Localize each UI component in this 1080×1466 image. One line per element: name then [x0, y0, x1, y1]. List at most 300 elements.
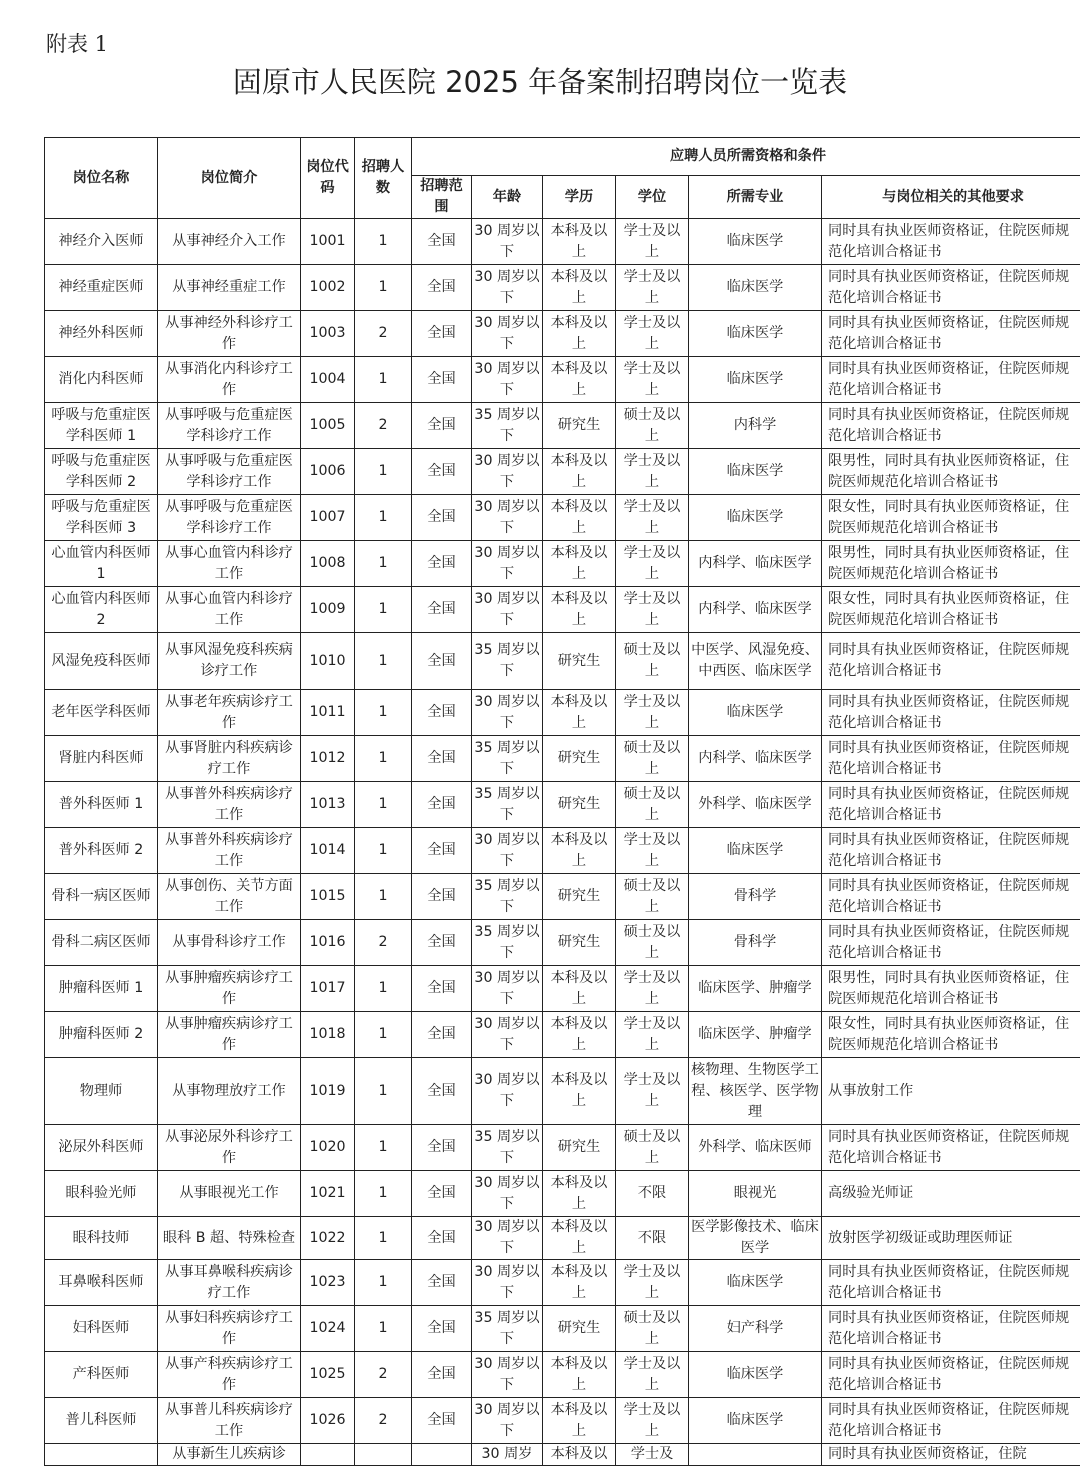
cell-intro: 从事心血管内科诊疗工作 — [158, 587, 301, 633]
cell-intro: 从事神经外科诊疗工作 — [158, 311, 301, 357]
cell-code: 1014 — [301, 828, 355, 874]
table-row — [45, 966, 1080, 1012]
cell-education: 本科及以上 — [543, 219, 616, 265]
cell-age: 30 周岁 — [472, 1444, 543, 1466]
cell-age: 35 周岁以下 — [472, 403, 543, 449]
cell-code: 1021 — [301, 1171, 355, 1217]
cell-intro: 从事老年疾病诊疗工作 — [158, 690, 301, 736]
cell-intro: 从事普外科疾病诊疗工作 — [158, 828, 301, 874]
cell-code: 1006 — [301, 449, 355, 495]
cell-education: 本科及以上 — [543, 587, 616, 633]
cell-name: 眼科技师 — [45, 1217, 158, 1260]
cell-scope: 全国 — [412, 1217, 472, 1260]
cell-education: 研究生 — [543, 1125, 616, 1171]
cell-degree: 学士及以上 — [616, 541, 689, 587]
cell-age: 30 周岁以下 — [472, 1012, 543, 1058]
cell-age: 30 周岁以下 — [472, 1217, 543, 1260]
table-row — [45, 403, 1080, 449]
cell-education: 本科及以上 — [543, 1398, 616, 1444]
cell-intro: 从事肾脏内科疾病诊疗工作 — [158, 736, 301, 782]
cell-count: 2 — [355, 1398, 412, 1444]
table-row — [45, 874, 1080, 920]
cell-scope: 全国 — [412, 1260, 472, 1306]
table-row — [45, 633, 1080, 690]
appendix-label: 附表 1 — [46, 28, 108, 58]
cell-major: 临床医学 — [689, 1260, 822, 1306]
table-row — [45, 920, 1080, 966]
header-other: 与岗位相关的其他要求 — [822, 176, 1080, 219]
cell-count: 1 — [355, 1058, 412, 1125]
cell-major: 临床医学 — [689, 1352, 822, 1398]
cell-code: 1009 — [301, 587, 355, 633]
cell-count: 1 — [355, 1217, 412, 1260]
cell-intro: 从事消化内科诊疗工作 — [158, 357, 301, 403]
cell-degree: 学士及以上 — [616, 449, 689, 495]
cell-scope: 全国 — [412, 1171, 472, 1217]
cell-scope: 全国 — [412, 541, 472, 587]
cell-name: 物理师 — [45, 1058, 158, 1125]
cell-major: 临床医学 — [689, 828, 822, 874]
cell-education: 本科及以上 — [543, 1058, 616, 1125]
cell-scope: 全国 — [412, 1398, 472, 1444]
cell-count: 1 — [355, 265, 412, 311]
cell-scope: 全国 — [412, 782, 472, 828]
cell-intro: 从事呼吸与危重症医学科诊疗工作 — [158, 495, 301, 541]
table-row — [45, 449, 1080, 495]
cell-other: 同时具有执业医师资格证，住院医师规范化培训合格证书 — [822, 1306, 1080, 1352]
header-name: 岗位名称 — [45, 138, 158, 219]
cell-scope: 全国 — [412, 449, 472, 495]
cell-name: 骨科二病区医师 — [45, 920, 158, 966]
cell-intro: 从事呼吸与危重症医学科诊疗工作 — [158, 449, 301, 495]
table-row — [45, 736, 1080, 782]
cell-degree: 学士及以上 — [616, 1260, 689, 1306]
cell-education: 本科及以上 — [543, 449, 616, 495]
cell-scope: 全国 — [412, 219, 472, 265]
table-row — [45, 1217, 1080, 1260]
cell-code: 1022 — [301, 1217, 355, 1260]
cell-degree: 硕士及以上 — [616, 403, 689, 449]
table-row — [45, 495, 1080, 541]
cell-degree: 不限 — [616, 1171, 689, 1217]
cell-scope: 全国 — [412, 1058, 472, 1125]
cell-count: 1 — [355, 782, 412, 828]
cell-code: 1013 — [301, 782, 355, 828]
cell-name: 耳鼻喉科医师 — [45, 1260, 158, 1306]
cell-scope: 全国 — [412, 920, 472, 966]
cell-major: 内科学 — [689, 403, 822, 449]
cell-other: 同时具有执业医师资格证，住院医师规范化培训合格证书 — [822, 1260, 1080, 1306]
cell-intro: 从事神经介入工作 — [158, 219, 301, 265]
cell-name: 神经重症医师 — [45, 265, 158, 311]
cell-degree: 硕士及以上 — [616, 633, 689, 690]
page-title: 固原市人民医院 2025 年备案制招聘岗位一览表 — [0, 60, 1080, 101]
header-education: 学历 — [543, 176, 616, 219]
cell-degree: 学士及以上 — [616, 828, 689, 874]
cell-major: 外科学、临床医学 — [689, 782, 822, 828]
header-age: 年龄 — [472, 176, 543, 219]
cell-age: 30 周岁以下 — [472, 357, 543, 403]
cell-count: 1 — [355, 1260, 412, 1306]
cell-major: 骨科学 — [689, 874, 822, 920]
cell-intro: 从事妇科疾病诊疗工作 — [158, 1306, 301, 1352]
cell-degree: 学士及以上 — [616, 1058, 689, 1125]
cell-count: 2 — [355, 920, 412, 966]
cell-intro: 从事普外科疾病诊疗工作 — [158, 782, 301, 828]
table-row — [45, 357, 1080, 403]
cell-scope: 全国 — [412, 311, 472, 357]
table-row — [45, 311, 1080, 357]
cell-name: 神经介入医师 — [45, 219, 158, 265]
recruitment-table — [44, 137, 1080, 1466]
table-row — [45, 1012, 1080, 1058]
cell-name: 心血管内科医师 1 — [45, 541, 158, 587]
table-row — [45, 587, 1080, 633]
cell-name: 呼吸与危重症医学科医师 1 — [45, 403, 158, 449]
cell-age: 30 周岁以下 — [472, 1398, 543, 1444]
cell-major: 内科学、临床医学 — [689, 736, 822, 782]
cell-education: 研究生 — [543, 1306, 616, 1352]
cell-other: 同时具有执业医师资格证，住院医师规范化培训合格证书 — [822, 782, 1080, 828]
cell-code: 1017 — [301, 966, 355, 1012]
cell-education: 本科及以上 — [543, 966, 616, 1012]
cell-degree: 学士及以上 — [616, 1398, 689, 1444]
cell-other: 同时具有执业医师资格证，住院医师规范化培训合格证书 — [822, 403, 1080, 449]
table-row — [45, 1125, 1080, 1171]
cell-count: 2 — [355, 1352, 412, 1398]
cell-major: 临床医学 — [689, 357, 822, 403]
cell-count: 1 — [355, 1012, 412, 1058]
cell-intro: 从事创伤、关节方面工作 — [158, 874, 301, 920]
cell-scope: 全国 — [412, 495, 472, 541]
cell-name: 消化内科医师 — [45, 357, 158, 403]
cell-other: 限女性，同时具有执业医师资格证，住院医师规范化培训合格证书 — [822, 1012, 1080, 1058]
cell-count: 1 — [355, 633, 412, 690]
cell-code: 1025 — [301, 1352, 355, 1398]
cell-code: 1004 — [301, 357, 355, 403]
table-row — [45, 1398, 1080, 1444]
cell-intro: 从事眼视光工作 — [158, 1171, 301, 1217]
cell-intro: 从事肿瘤疾病诊疗工作 — [158, 966, 301, 1012]
cell-degree: 学士及以上 — [616, 357, 689, 403]
cell-intro: 从事呼吸与危重症医学科诊疗工作 — [158, 403, 301, 449]
cell-other: 放射医学初级证或助理医师证 — [822, 1217, 1080, 1260]
cell-count — [355, 1444, 412, 1466]
cell-education: 研究生 — [543, 633, 616, 690]
cell-code: 1026 — [301, 1398, 355, 1444]
cell-scope: 全国 — [412, 265, 472, 311]
table-row — [45, 1171, 1080, 1217]
cell-other: 同时具有执业医师资格证，住院医师规范化培训合格证书 — [822, 1125, 1080, 1171]
cell-age: 30 周岁以下 — [472, 966, 543, 1012]
cell-age: 35 周岁以下 — [472, 782, 543, 828]
cell-major: 临床医学 — [689, 690, 822, 736]
cell-count: 1 — [355, 1306, 412, 1352]
cell-degree: 学士及以上 — [616, 690, 689, 736]
cell-major — [689, 1444, 822, 1466]
cell-education: 本科及以 — [543, 1444, 616, 1466]
cell-education: 研究生 — [543, 782, 616, 828]
recruitment-table-wrapper — [44, 137, 1080, 1466]
cell-degree: 学士及以上 — [616, 587, 689, 633]
cell-education: 本科及以上 — [543, 1171, 616, 1217]
cell-count: 1 — [355, 828, 412, 874]
cell-degree: 学士及以上 — [616, 311, 689, 357]
cell-major: 外科学、临床医师 — [689, 1125, 822, 1171]
cell-education: 本科及以上 — [543, 1352, 616, 1398]
cell-major: 中医学、风湿免疫、中西医、临床医学 — [689, 633, 822, 690]
cell-code: 1003 — [301, 311, 355, 357]
cell-name: 骨科一病区医师 — [45, 874, 158, 920]
cell-name: 产科医师 — [45, 1352, 158, 1398]
cell-age: 30 周岁以下 — [472, 495, 543, 541]
cell-name: 眼科验光师 — [45, 1171, 158, 1217]
cell-other: 同时具有执业医师资格证，住院医师规范化培训合格证书 — [822, 1398, 1080, 1444]
cell-code: 1007 — [301, 495, 355, 541]
header-scope: 招聘范围 — [412, 176, 472, 219]
cell-education: 本科及以上 — [543, 828, 616, 874]
cell-other: 限男性，同时具有执业医师资格证，住院医师规范化培训合格证书 — [822, 541, 1080, 587]
cell-age: 30 周岁以下 — [472, 1058, 543, 1125]
cell-name: 普儿科医师 — [45, 1398, 158, 1444]
cell-education: 研究生 — [543, 920, 616, 966]
cell-intro: 从事风湿免疫科疾病诊疗工作 — [158, 633, 301, 690]
cell-code: 1008 — [301, 541, 355, 587]
cell-age: 35 周岁以下 — [472, 874, 543, 920]
cell-age: 35 周岁以下 — [472, 920, 543, 966]
cell-name: 泌尿外科医师 — [45, 1125, 158, 1171]
cell-major: 临床医学 — [689, 265, 822, 311]
table-row — [45, 1444, 1080, 1466]
cell-intro: 从事泌尿外科诊疗工作 — [158, 1125, 301, 1171]
cell-intro: 从事产科疾病诊疗工作 — [158, 1352, 301, 1398]
cell-other: 同时具有执业医师资格证，住院医师规范化培训合格证书 — [822, 633, 1080, 690]
cell-code: 1011 — [301, 690, 355, 736]
cell-intro: 眼科 B 超、特殊检查 — [158, 1217, 301, 1260]
cell-name: 呼吸与危重症医学科医师 2 — [45, 449, 158, 495]
cell-major: 临床医学 — [689, 495, 822, 541]
cell-scope: 全国 — [412, 587, 472, 633]
cell-other: 同时具有执业医师资格证，住院医师规范化培训合格证书 — [822, 1352, 1080, 1398]
cell-degree: 硕士及以上 — [616, 782, 689, 828]
cell-name: 风湿免疫科医师 — [45, 633, 158, 690]
cell-other: 同时具有执业医师资格证，住院医师规范化培训合格证书 — [822, 265, 1080, 311]
cell-code: 1002 — [301, 265, 355, 311]
cell-code: 1012 — [301, 736, 355, 782]
cell-education: 本科及以上 — [543, 495, 616, 541]
cell-age: 30 周岁以下 — [472, 541, 543, 587]
cell-code: 1005 — [301, 403, 355, 449]
cell-degree: 硕士及以上 — [616, 1306, 689, 1352]
cell-age: 30 周岁以下 — [472, 828, 543, 874]
cell-intro: 从事心血管内科诊疗工作 — [158, 541, 301, 587]
table-row — [45, 1260, 1080, 1306]
cell-other: 限女性，同时具有执业医师资格证，住院医师规范化培训合格证书 — [822, 587, 1080, 633]
cell-count: 1 — [355, 541, 412, 587]
cell-count: 2 — [355, 403, 412, 449]
cell-other: 从事放射工作 — [822, 1058, 1080, 1125]
cell-intro: 从事耳鼻喉科疾病诊疗工作 — [158, 1260, 301, 1306]
cell-scope: 全国 — [412, 828, 472, 874]
cell-age: 30 周岁以下 — [472, 311, 543, 357]
cell-name: 神经外科医师 — [45, 311, 158, 357]
cell-major: 临床医学、肿瘤学 — [689, 1012, 822, 1058]
table-row — [45, 782, 1080, 828]
cell-code: 1019 — [301, 1058, 355, 1125]
cell-name: 呼吸与危重症医学科医师 3 — [45, 495, 158, 541]
cell-education: 本科及以上 — [543, 1012, 616, 1058]
header-count: 招聘人数 — [355, 138, 412, 219]
cell-count: 1 — [355, 587, 412, 633]
cell-scope: 全国 — [412, 966, 472, 1012]
cell-count: 1 — [355, 495, 412, 541]
cell-count: 1 — [355, 219, 412, 265]
cell-age: 30 周岁以下 — [472, 449, 543, 495]
cell-count: 1 — [355, 874, 412, 920]
cell-code: 1015 — [301, 874, 355, 920]
cell-major: 骨科学 — [689, 920, 822, 966]
cell-degree: 学士及以上 — [616, 219, 689, 265]
table-row — [45, 690, 1080, 736]
cell-degree: 硕士及以上 — [616, 736, 689, 782]
cell-age: 35 周岁以下 — [472, 1306, 543, 1352]
cell-intro: 从事新生儿疾病诊 — [158, 1444, 301, 1466]
cell-education: 本科及以上 — [543, 541, 616, 587]
cell-major: 眼视光 — [689, 1171, 822, 1217]
cell-education: 研究生 — [543, 736, 616, 782]
cell-major: 临床医学 — [689, 1398, 822, 1444]
cell-scope: 全国 — [412, 1352, 472, 1398]
cell-major: 临床医学 — [689, 219, 822, 265]
cell-code: 1010 — [301, 633, 355, 690]
cell-degree: 硕士及以上 — [616, 1125, 689, 1171]
cell-intro: 从事物理放疗工作 — [158, 1058, 301, 1125]
cell-name: 肿瘤科医师 1 — [45, 966, 158, 1012]
cell-age: 30 周岁以下 — [472, 1260, 543, 1306]
cell-degree: 学士及以上 — [616, 1352, 689, 1398]
cell-major: 核物理、生物医学工程、核医学、医学物理 — [689, 1058, 822, 1125]
cell-count: 2 — [355, 311, 412, 357]
cell-count: 1 — [355, 736, 412, 782]
cell-count: 1 — [355, 1125, 412, 1171]
cell-name — [45, 1444, 158, 1466]
header-code: 岗位代码 — [301, 138, 355, 219]
cell-age: 35 周岁以下 — [472, 1125, 543, 1171]
cell-education: 研究生 — [543, 874, 616, 920]
cell-degree: 学士及以上 — [616, 495, 689, 541]
cell-code: 1018 — [301, 1012, 355, 1058]
table-row — [45, 1306, 1080, 1352]
cell-scope: 全国 — [412, 1012, 472, 1058]
cell-code: 1016 — [301, 920, 355, 966]
cell-degree: 硕士及以上 — [616, 874, 689, 920]
cell-age: 30 周岁以下 — [472, 1171, 543, 1217]
table-row — [45, 1352, 1080, 1398]
cell-major: 临床医学、肿瘤学 — [689, 966, 822, 1012]
cell-count: 1 — [355, 966, 412, 1012]
table-row — [45, 219, 1080, 265]
cell-degree: 不限 — [616, 1217, 689, 1260]
cell-scope: 全国 — [412, 874, 472, 920]
cell-code: 1001 — [301, 219, 355, 265]
cell-scope: 全国 — [412, 403, 472, 449]
cell-name: 普外科医师 2 — [45, 828, 158, 874]
cell-scope: 全国 — [412, 736, 472, 782]
cell-major: 临床医学 — [689, 311, 822, 357]
header-major: 所需专业 — [689, 176, 822, 219]
cell-age: 30 周岁以下 — [472, 219, 543, 265]
cell-scope: 全国 — [412, 357, 472, 403]
cell-other: 同时具有执业医师资格证，住院医师规范化培训合格证书 — [822, 690, 1080, 736]
header-intro: 岗位简介 — [158, 138, 301, 219]
cell-other: 同时具有执业医师资格证，住院医师规范化培训合格证书 — [822, 219, 1080, 265]
cell-age: 30 周岁以下 — [472, 587, 543, 633]
cell-other: 同时具有执业医师资格证，住院医师规范化培训合格证书 — [822, 311, 1080, 357]
header-degree: 学位 — [616, 176, 689, 219]
cell-education: 本科及以上 — [543, 265, 616, 311]
cell-major: 临床医学 — [689, 449, 822, 495]
cell-other: 限女性，同时具有执业医师资格证，住院医师规范化培训合格证书 — [822, 495, 1080, 541]
cell-intro: 从事肿瘤疾病诊疗工作 — [158, 1012, 301, 1058]
cell-name: 心血管内科医师 2 — [45, 587, 158, 633]
cell-other: 高级验光师证 — [822, 1171, 1080, 1217]
cell-name: 老年医学科医师 — [45, 690, 158, 736]
cell-education: 本科及以上 — [543, 357, 616, 403]
cell-scope: 全国 — [412, 1125, 472, 1171]
cell-age: 35 周岁以下 — [472, 736, 543, 782]
cell-other: 同时具有执业医师资格证，住院医师规范化培训合格证书 — [822, 874, 1080, 920]
cell-count: 1 — [355, 690, 412, 736]
table-row — [45, 541, 1080, 587]
cell-degree: 学士及 — [616, 1444, 689, 1466]
cell-other: 同时具有执业医师资格证，住院 — [822, 1444, 1080, 1466]
cell-degree: 学士及以上 — [616, 265, 689, 311]
cell-other: 限男性，同时具有执业医师资格证，住院医师规范化培训合格证书 — [822, 966, 1080, 1012]
cell-age: 35 周岁以下 — [472, 633, 543, 690]
cell-scope: 全国 — [412, 1306, 472, 1352]
cell-intro: 从事骨科诊疗工作 — [158, 920, 301, 966]
cell-age: 30 周岁以下 — [472, 265, 543, 311]
cell-name: 肾脏内科医师 — [45, 736, 158, 782]
cell-code: 1023 — [301, 1260, 355, 1306]
cell-major: 内科学、临床医学 — [689, 587, 822, 633]
table-row — [45, 265, 1080, 311]
cell-other: 同时具有执业医师资格证，住院医师规范化培训合格证书 — [822, 736, 1080, 782]
cell-age: 30 周岁以下 — [472, 690, 543, 736]
cell-count: 1 — [355, 1171, 412, 1217]
cell-count: 1 — [355, 357, 412, 403]
cell-education: 本科及以上 — [543, 1260, 616, 1306]
cell-degree: 学士及以上 — [616, 1012, 689, 1058]
cell-education: 本科及以上 — [543, 311, 616, 357]
cell-major: 内科学、临床医学 — [689, 541, 822, 587]
cell-count: 1 — [355, 449, 412, 495]
cell-other: 限男性，同时具有执业医师资格证，住院医师规范化培训合格证书 — [822, 449, 1080, 495]
header-conditions: 应聘人员所需资格和条件 — [412, 138, 1080, 176]
cell-education: 本科及以上 — [543, 690, 616, 736]
cell-education: 研究生 — [543, 403, 616, 449]
cell-education: 本科及以上 — [543, 1217, 616, 1260]
cell-other: 同时具有执业医师资格证，住院医师规范化培训合格证书 — [822, 357, 1080, 403]
cell-code — [301, 1444, 355, 1466]
cell-intro: 从事神经重症工作 — [158, 265, 301, 311]
cell-degree: 硕士及以上 — [616, 920, 689, 966]
cell-major: 医学影像技术、临床医学 — [689, 1217, 822, 1260]
cell-code: 1024 — [301, 1306, 355, 1352]
cell-intro: 从事普儿科疾病诊疗工作 — [158, 1398, 301, 1444]
table-body — [45, 219, 1080, 1466]
cell-degree: 学士及以上 — [616, 966, 689, 1012]
